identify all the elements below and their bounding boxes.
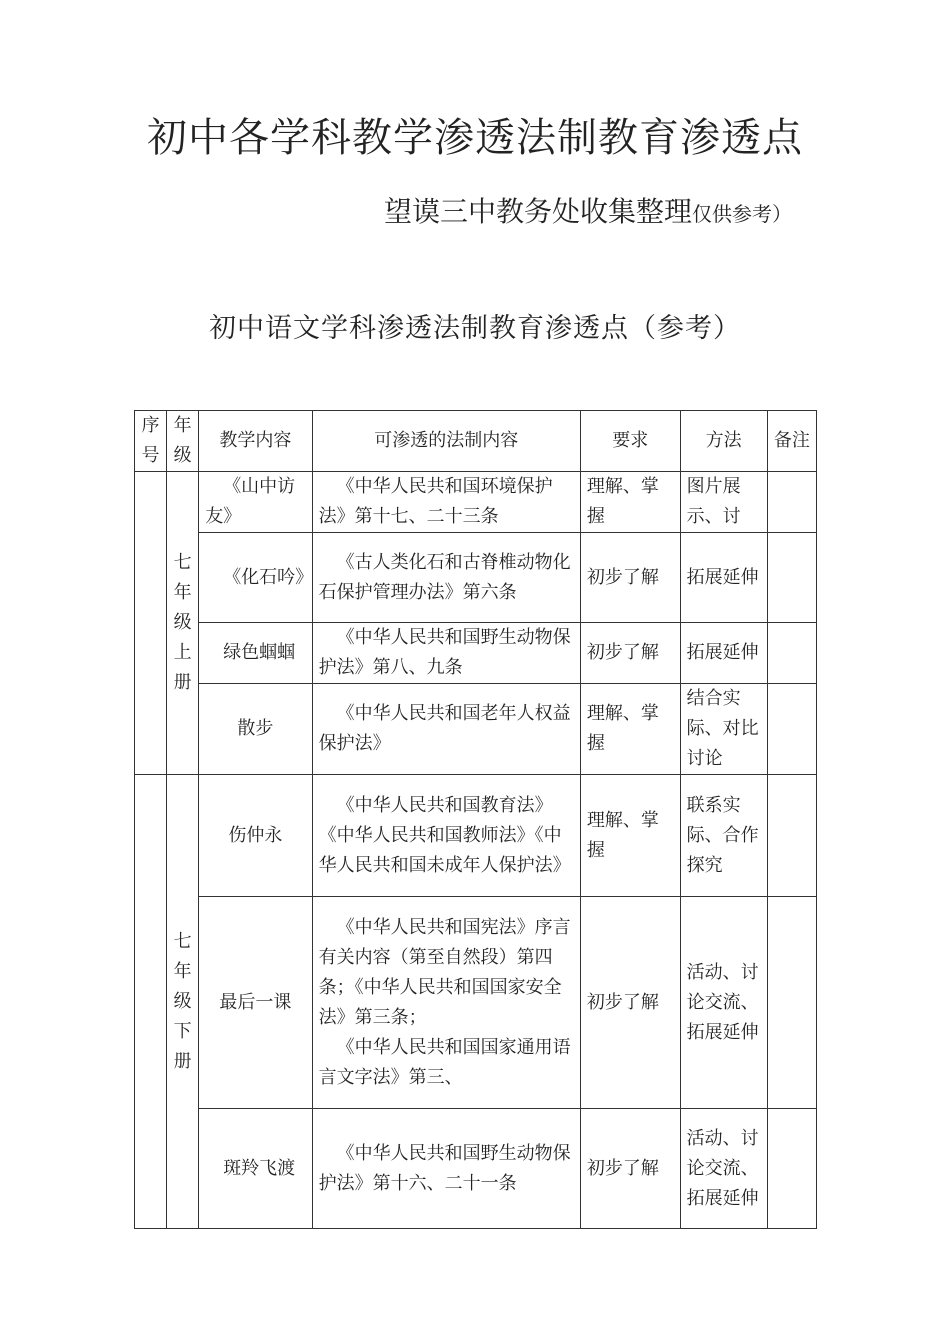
remark-cell [767,684,816,775]
method-cell: 联系实际、合作探究 [680,775,767,897]
method-cell: 拓展延伸 [680,533,767,623]
grade-cell: 七年级下册 [167,775,199,1229]
table-row [135,472,817,533]
law-cell: 《中华人民共和国老年人权益保护法》 [312,684,580,775]
method-cell: 活动、讨论交流、拓展延伸 [680,897,767,1109]
law-cell: 《中华人民共和国教育法》《中华人民共和国教师法》《中华人民共和国未成年人保护法》 [312,775,580,897]
req-cell: 初步了解 [580,533,680,623]
table-row [135,897,817,1109]
header-law: 可渗透的法制内容 [312,411,580,472]
header-grade: 年级 [167,411,199,472]
section-title: 初中语文学科渗透法制教育渗透点（参考） [209,313,741,344]
method-cell: 拓展延伸 [680,623,767,684]
table-header-row [135,411,817,472]
remark-cell [767,623,816,684]
table-row [135,623,817,684]
subtitle-main: 望谟三中教务处收集整理 [383,195,692,228]
remark-cell [767,1109,816,1229]
header-method: 方法 [680,411,767,472]
law-cell: 《古人类化石和古脊椎动物化石保护管理办法》第六条 [312,533,580,623]
law-text-part-1: 《中华人民共和国宪法》序言有关内容（第至自然段）第四条；《中华人民共和国国家安全法》第三条； [318,916,571,1028]
lesson-cell: 《山中访友》 [199,472,312,533]
table-row [135,684,817,775]
req-cell: 理解、掌握 [580,684,680,775]
req-cell: 初步了解 [580,623,680,684]
lesson-cell: 《化石吟》 [199,533,312,623]
req-cell: 理解、掌握 [580,472,680,533]
page-title: 初中各学科教学渗透法制教育渗透点 [147,115,803,161]
lesson-cell: 绿色蝈蝈 [199,623,312,684]
req-cell: 初步了解 [580,897,680,1109]
header-seq: 序号 [135,411,167,472]
header-req: 要求 [580,411,680,472]
grade-cell: 七年级上册 [167,472,199,775]
law-cell: 《中华人民共和国环境保护法》第十七、二十三条 [312,472,580,533]
subtitle-note: 仅供参考） [692,202,792,226]
remark-cell [767,775,816,897]
header-remark: 备注 [767,411,816,472]
method-cell: 图片展示、讨 [680,472,767,533]
method-cell: 结合实际、对比讨论 [680,684,767,775]
lesson-cell: 伤仲永 [199,775,312,897]
lesson-cell: 斑羚飞渡 [199,1109,312,1229]
seq-cell [135,472,167,775]
table-row [135,533,817,623]
law-text-part-2: 《中华人民共和国国家通用语言文字法》第三、 [318,1036,571,1088]
law-cell: 《中华人民共和国野生动物保护法》第十六、二十一条 [312,1109,580,1229]
method-cell: 活动、讨论交流、拓展延伸 [680,1109,767,1229]
law-education-table [134,410,817,1229]
req-cell: 理解、掌握 [580,775,680,897]
remark-cell [767,533,816,623]
law-cell: 《中华人民共和国野生动物保护法》第八、九条 [312,623,580,684]
header-lesson: 教学内容 [199,411,312,472]
req-cell: 初步了解 [580,1109,680,1229]
lesson-cell: 最后一课 [199,897,312,1109]
table-row [135,775,817,897]
remark-cell [767,472,816,533]
subtitle [384,190,792,230]
table-row [135,1109,817,1229]
law-cell [312,897,580,1109]
remark-cell [767,897,816,1109]
lesson-cell: 散步 [199,684,312,775]
seq-cell [135,775,167,1229]
